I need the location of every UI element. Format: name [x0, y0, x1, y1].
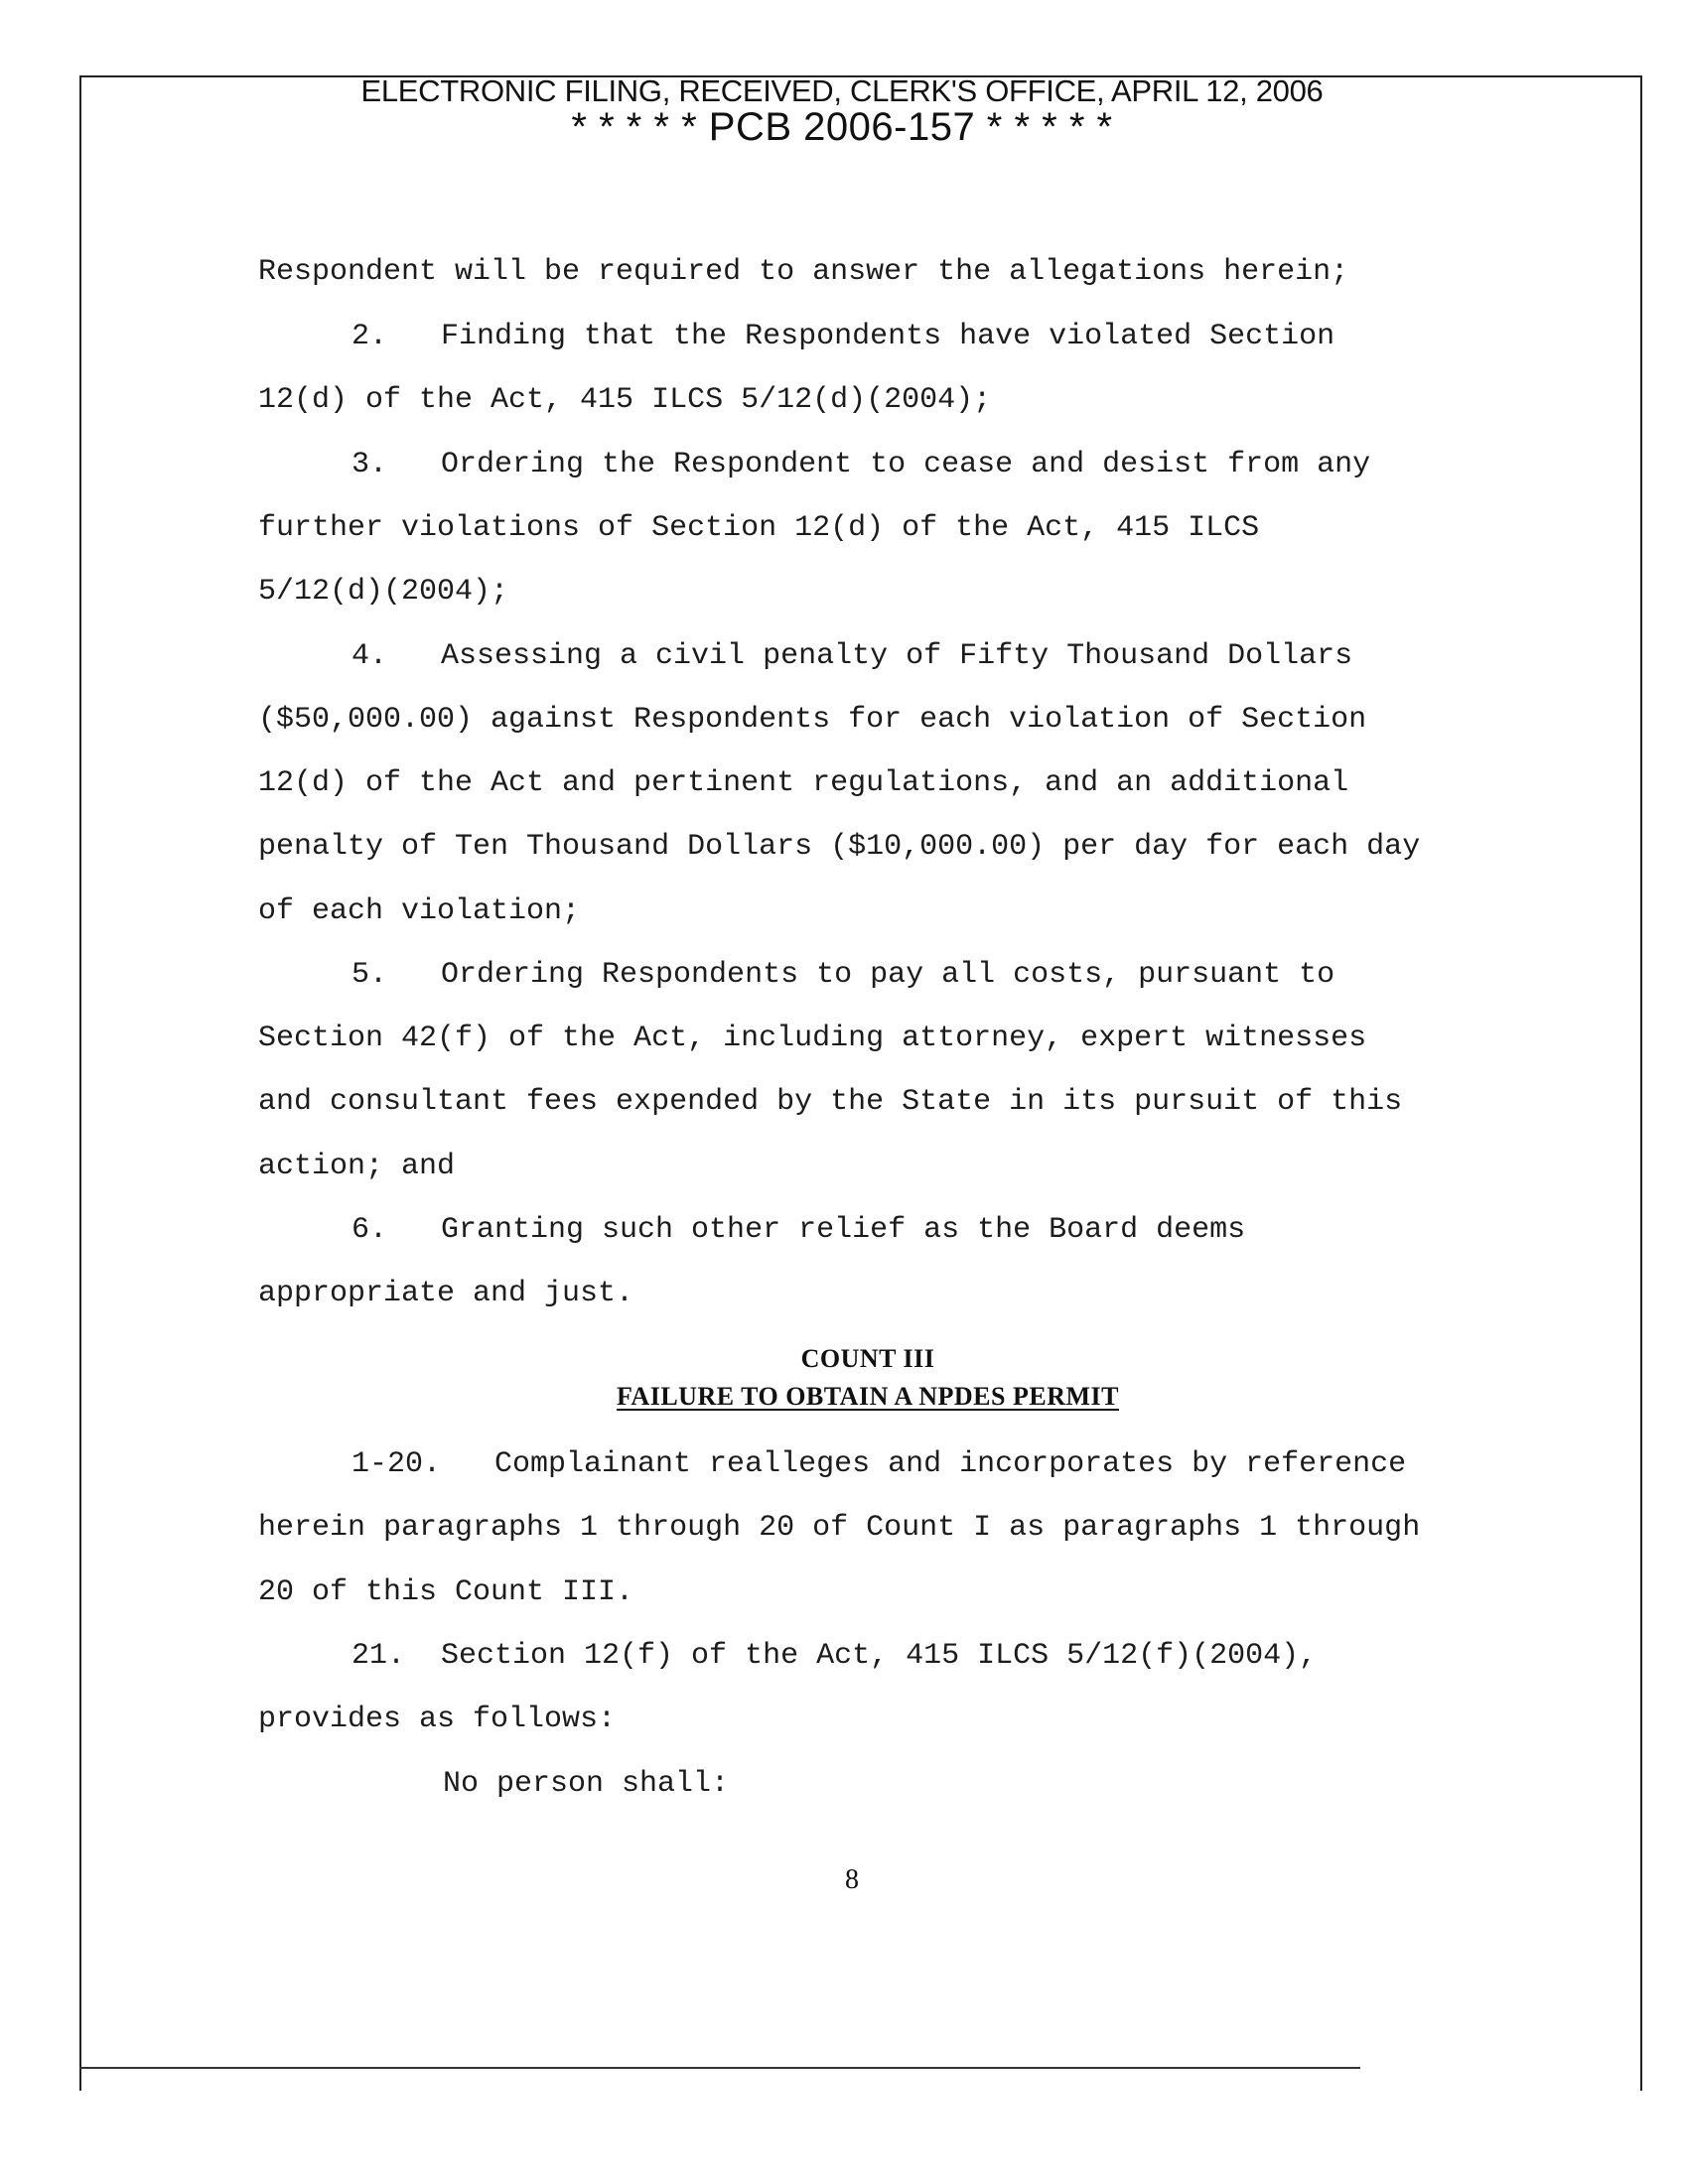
body-line-15: action; and [258, 1150, 456, 1183]
body-line-10: penalty of Ten Thousand Dollars ($10,000.00) per day for each day [258, 830, 1421, 864]
body-line-6: 5/12(d)(2004); [258, 575, 509, 609]
paragraph-2-start: 2. Finding that the Respondents have violated Section [351, 320, 1335, 353]
body-line-19: herein paragraphs 1 through 20 of Count I as paragraphs 1 through [258, 1511, 1421, 1545]
body-line-1: Respondent will be required to answer the allegations herein; [258, 255, 1349, 289]
body-line-14: and consultant fees expended by the State in its pursuit of this [258, 1085, 1403, 1119]
quoted-provision: No person shall: [443, 1767, 730, 1801]
body-line-9: 12(d) of the Act and pertinent regulations, and an additional [258, 766, 1349, 800]
frame-left-border [79, 75, 81, 2091]
paragraph-21-start: 21. Section 12(f) of the Act, 415 ILCS 5/12(f)(2004), [351, 1639, 1318, 1673]
case-number: * * * * * PCB 2006-157 * * * * * [571, 105, 1113, 149]
page-number: 8 [845, 1864, 859, 1895]
body-line-13: Section 42(f) of the Act, including attorney, expert witnesses [258, 1022, 1367, 1055]
paragraph-3-start: 3. Ordering the Respondent to cease and desist from any [351, 448, 1371, 481]
body-line-17: appropriate and just. [258, 1277, 634, 1310]
body-line-8: ($50,000.00) against Respondents for each violation of Section [258, 703, 1367, 737]
count-heading: COUNT III [800, 1344, 935, 1373]
frame-right-border [1640, 75, 1642, 2091]
body-line-11: of each violation; [258, 894, 581, 928]
paragraph-6-start: 6. Granting such other relief as the Board deems [351, 1213, 1246, 1247]
frame-bottom-border [79, 2067, 1360, 2069]
paragraph-5-start: 5. Ordering Respondents to pay all costs, pursuant to [351, 958, 1335, 992]
body-line-5: further violations of Section 12(d) of the Act, 415 ILCS [258, 511, 1260, 545]
body-line-3: 12(d) of the Act, 415 ILCS 5/12(d)(2004); [258, 383, 992, 417]
count-subheading: FAILURE TO OBTAIN A NPDES PERMIT [616, 1382, 1119, 1411]
paragraph-4-start: 4. Assessing a civil penalty of Fifty Thousand Dollars [351, 639, 1353, 673]
body-line-22: provides as follows: [258, 1703, 617, 1736]
filing-stamp: ELECTRONIC FILING, RECEIVED, CLERK'S OFFICE, APRIL 12, 2006 [360, 73, 1324, 108]
body-line-20: 20 of this Count III. [258, 1575, 634, 1609]
paragraph-1-20-start: 1-20. Complainant realleges and incorporates by reference [351, 1447, 1407, 1481]
